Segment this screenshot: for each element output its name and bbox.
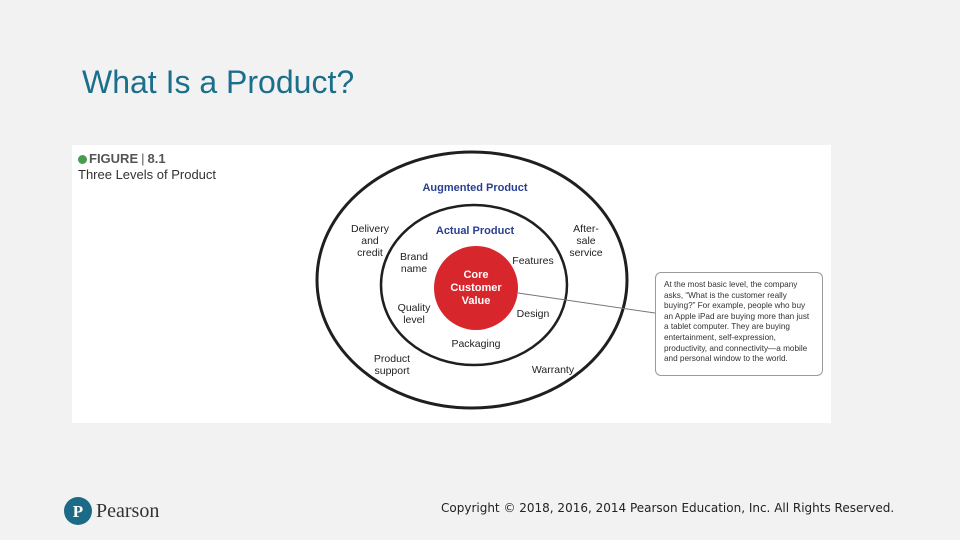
figure-panel — [72, 145, 831, 423]
warranty-label: Warranty — [531, 364, 575, 376]
delivery-credit-line3: credit — [357, 247, 383, 259]
brand-name-line1: Brand — [399, 251, 429, 263]
pearson-logo-icon — [64, 497, 92, 525]
features-label: Features — [512, 255, 554, 267]
augmented-product-label: Augmented Product — [422, 182, 528, 194]
delivery-credit-line1: Delivery — [351, 223, 389, 235]
after-sale-service-line3: service — [569, 247, 603, 259]
quality-level-line2: level — [403, 314, 425, 326]
pearson-wordmark: Pearson — [96, 500, 160, 522]
after-sale-service-line2: sale — [576, 235, 596, 247]
packaging-label: Packaging — [451, 338, 501, 350]
figure-label: FIGURE — [89, 151, 139, 166]
after-sale-service-line1: After- — [573, 223, 599, 235]
design-label: Design — [516, 308, 550, 320]
slide-title: What Is a Product? — [82, 64, 355, 100]
quality-level-line1: Quality — [397, 302, 431, 314]
brand-name-line2: name — [400, 263, 428, 275]
callout-box: At the most basic level, the company asks, “What is the customer really buying?” For example, people who buy an Apple iPad are buying more than just a tablet computer. They are buying entertainment, self-expression, productivity, and connectivity—a mobile and personal window to the world. — [655, 272, 823, 376]
figure-subtitle: Three Levels of Product — [78, 167, 217, 182]
figure-number: 8.1 — [147, 151, 166, 166]
copyright-notice: Copyright © 2018, 2016, 2014 Pearson Education, Inc. All Rights Reserved. — [441, 501, 895, 515]
svg-text:P: P — [72, 502, 84, 521]
figure-separator: | — [141, 151, 145, 166]
core-label-line1: Core — [463, 269, 489, 281]
core-label-line2: Customer — [450, 282, 502, 294]
product-support-line1: Product — [373, 353, 411, 365]
actual-product-label: Actual Product — [435, 225, 515, 237]
product-support-line2: support — [374, 365, 410, 377]
core-label-line3: Value — [461, 295, 491, 307]
delivery-credit-line2: and — [361, 235, 379, 247]
